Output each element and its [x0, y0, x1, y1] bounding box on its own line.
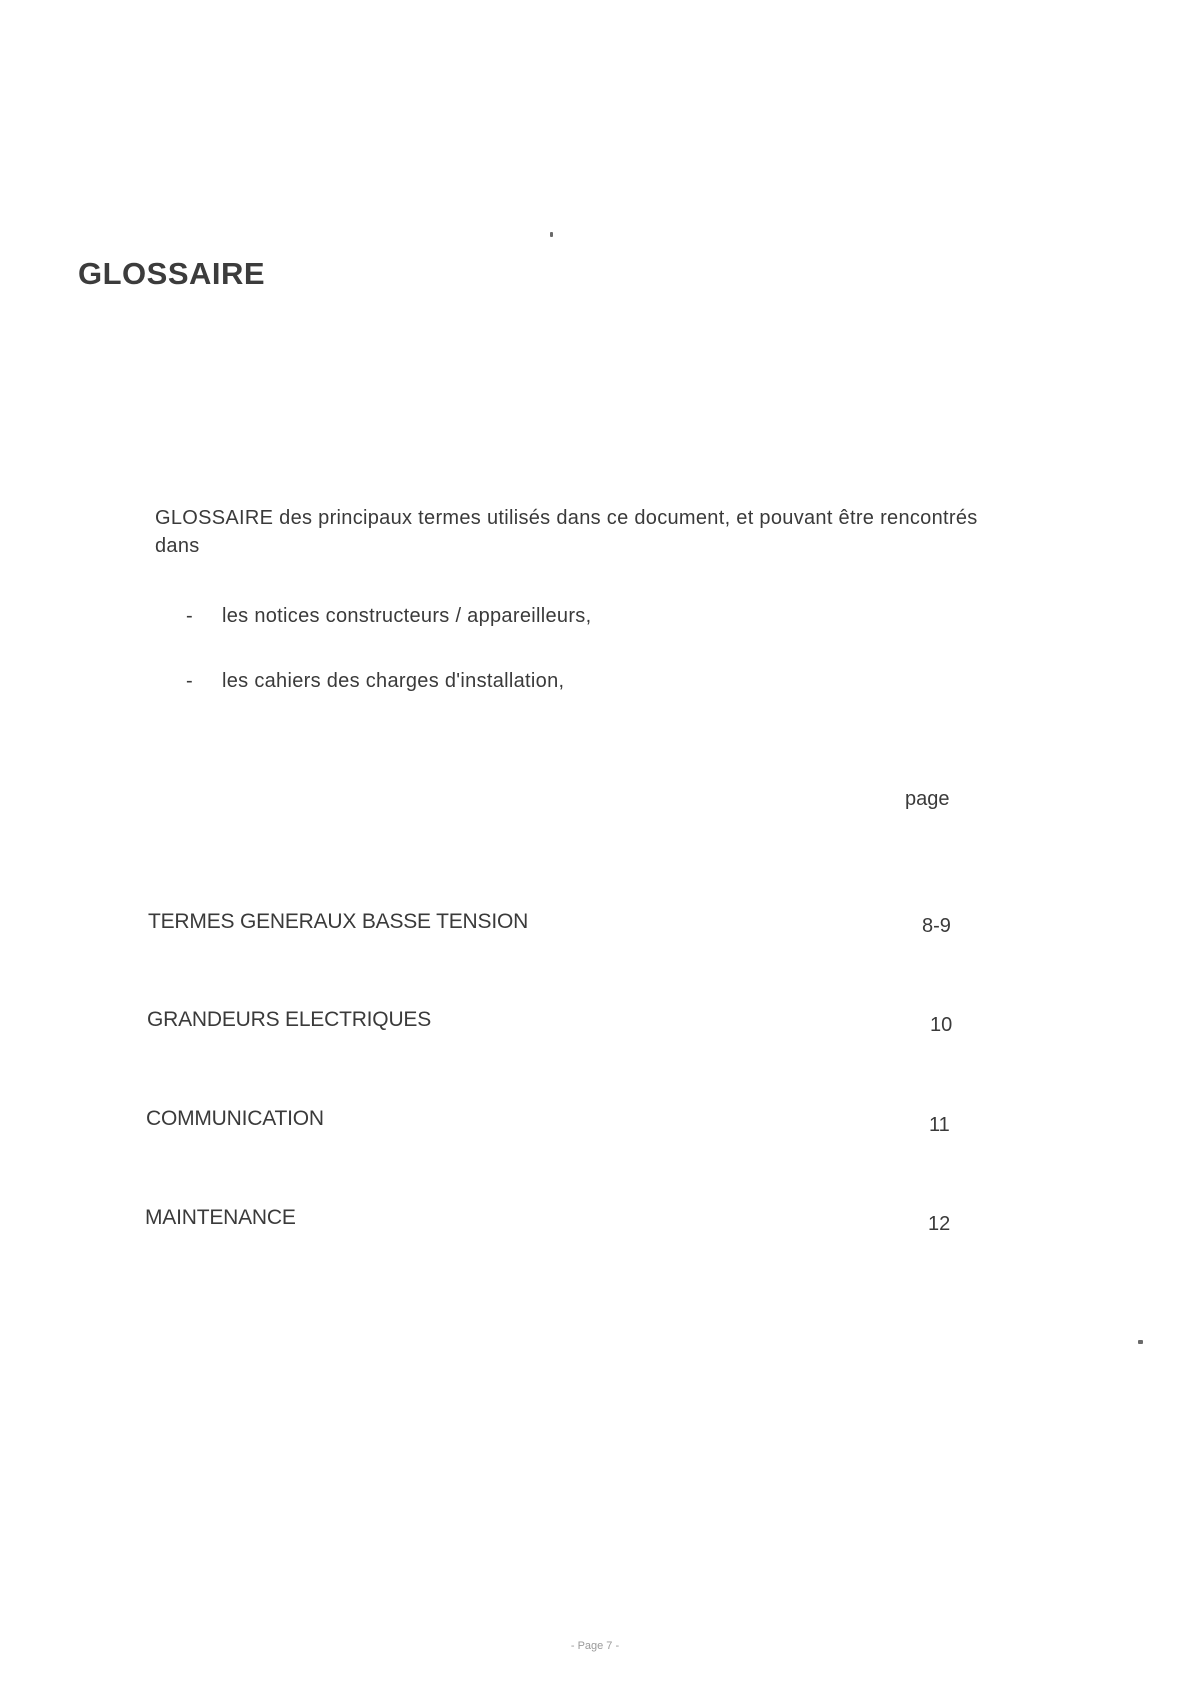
- toc-entry-label: MAINTENANCE: [145, 1206, 296, 1229]
- toc-entry-page: 10: [930, 1014, 953, 1036]
- toc-entry-label: GRANDEURS ELECTRIQUES: [147, 1008, 432, 1031]
- table-row: [0, 1008, 1190, 1038]
- table-row: [0, 1107, 1190, 1137]
- bullet-dash: -: [186, 605, 193, 627]
- page-column-label: page: [905, 788, 950, 810]
- list-item: [186, 605, 591, 670]
- table-row: [0, 910, 1190, 940]
- list-item: [186, 670, 591, 735]
- toc-entry-page: 12: [928, 1213, 951, 1235]
- table-row: [0, 1206, 1190, 1236]
- toc-entry-page: 11: [929, 1114, 950, 1136]
- bullet-text: les cahiers des charges d'installation,: [222, 670, 565, 692]
- page-title: GLOSSAIRE: [78, 256, 266, 291]
- toc-entry-label: TERMES GENERAUX BASSE TENSION: [148, 910, 529, 933]
- page-footer: - Page 7 -: [570, 1640, 620, 1652]
- scan-speck: [1138, 1340, 1143, 1344]
- scan-speck: [550, 232, 553, 237]
- toc-entry-label: COMMUNICATION: [146, 1107, 324, 1130]
- bullet-list: [186, 605, 591, 735]
- intro-paragraph: GLOSSAIRE des principaux termes utilisés dans ce document, et pouvant être rencontrés dans: [155, 507, 978, 557]
- bullet-dash: -: [186, 670, 193, 692]
- bullet-text: les notices constructeurs / appareilleurs,: [222, 605, 592, 627]
- toc-entry-page: 8-9: [922, 915, 951, 937]
